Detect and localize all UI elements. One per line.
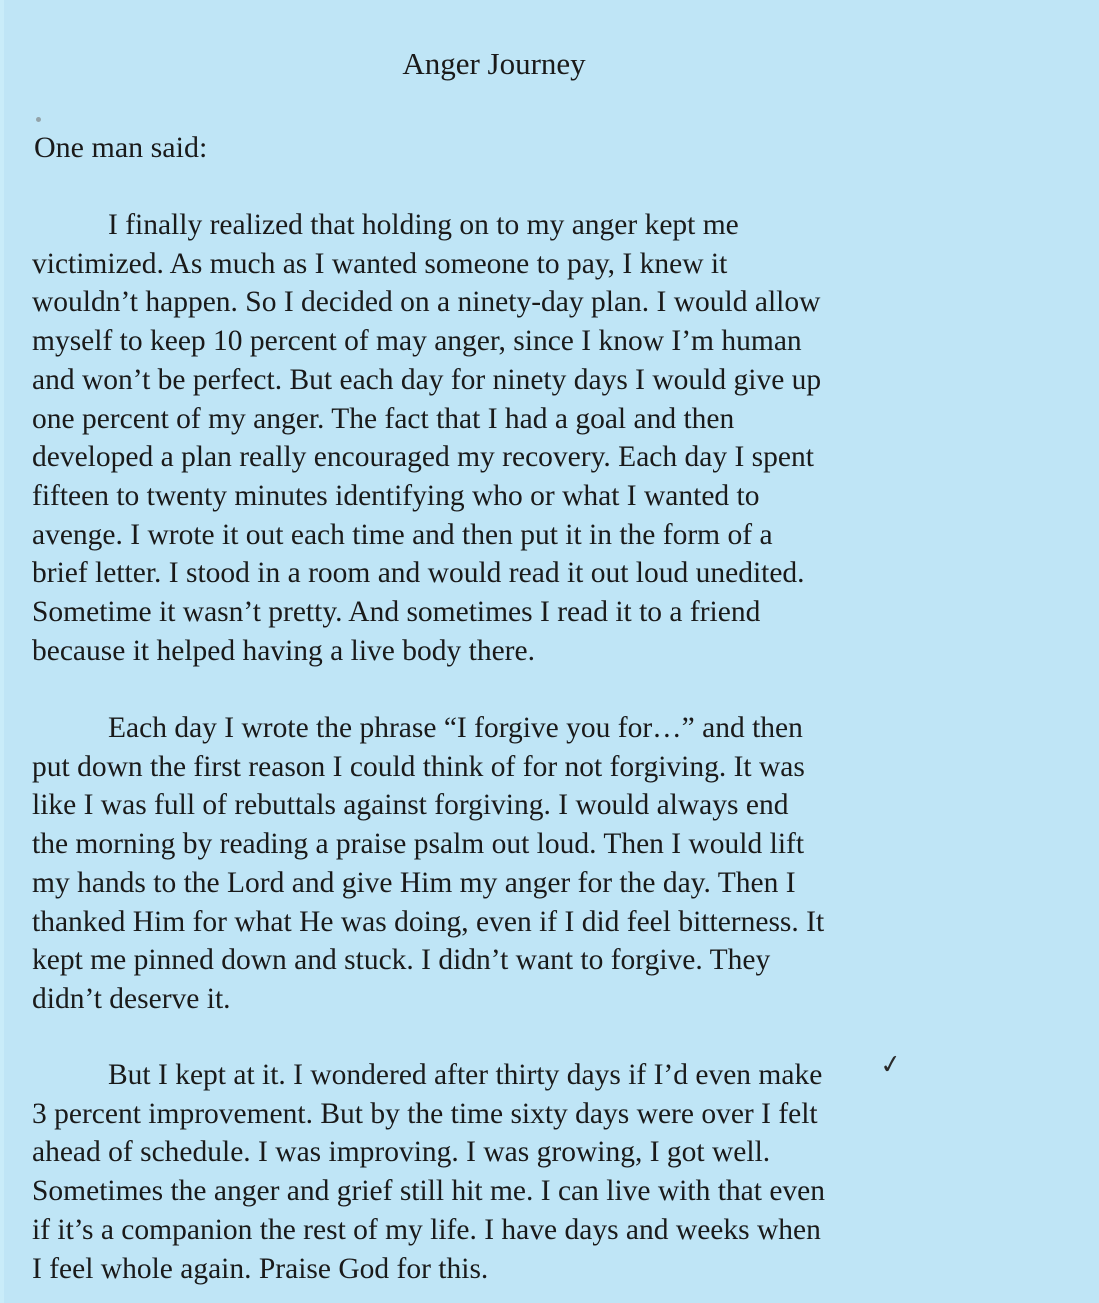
paragraph-line: like I was full of rebuttals against forgiving. I would always end bbox=[32, 789, 789, 822]
paragraph-line: kept me pinned down and stuck. I didn’t want to forgive. They bbox=[32, 944, 771, 977]
paragraph-2 bbox=[32, 709, 1072, 1019]
paragraph-line: victimized. As much as I wanted someone to pay, I knew it bbox=[32, 247, 728, 280]
handwritten-check-mark: ✓ bbox=[878, 1048, 904, 1082]
paragraph-3 bbox=[32, 1056, 1072, 1288]
paragraph-1 bbox=[32, 206, 1072, 670]
paragraph-line: I finally realized that holding on to my anger kept me bbox=[108, 209, 739, 241]
paragraph-line: Sometimes the anger and grief still hit me. I can live with that even bbox=[32, 1175, 825, 1208]
paragraph-line: ahead of schedule. I was improving. I was growing, I got well. bbox=[32, 1136, 771, 1169]
paragraph-line: put down the first reason I could think of for not forgiving. It was bbox=[32, 750, 805, 783]
paragraph-line: 3 percent improvement. But by the time sixty days were over I felt bbox=[32, 1097, 818, 1130]
document-title bbox=[0, 44, 1099, 84]
title-text: Anger Journey bbox=[402, 46, 586, 81]
paragraph-line: brief letter. I stood in a room and would read it out loud unedited. bbox=[32, 557, 805, 590]
paragraph-line: myself to keep 10 percent of may anger, since I know I’m human bbox=[32, 325, 802, 358]
paragraph-line: But I kept at it. I wondered after thirty days if I’d even make bbox=[108, 1059, 823, 1091]
paragraph-line: developed a plan really encouraged my recovery. Each day I spent bbox=[32, 441, 814, 474]
paragraph-line: Sometime it wasn’t pretty. And sometimes I read it to a friend bbox=[32, 596, 761, 629]
paragraph-line: the morning by reading a praise psalm out loud. Then I would lift bbox=[32, 828, 805, 861]
paragraph-line: because it helped having a live body there. bbox=[32, 634, 535, 667]
paragraph-line: Each day I wrote the phrase “I forgive you for…” and then bbox=[108, 712, 803, 744]
lead-line: One man said: bbox=[34, 131, 208, 164]
paragraph-line: my hands to the Lord and give Him my anger for the day. Then I bbox=[32, 866, 796, 899]
paragraph-line: fifteen to twenty minutes identifying who or what I wanted to bbox=[32, 479, 760, 512]
paragraph-line: and won’t be perfect. But each day for ninety days I would give up bbox=[32, 363, 822, 396]
paragraph-line: one percent of my anger. The fact that I had a goal and then bbox=[32, 402, 735, 435]
paragraph-line: wouldn’t happen. So I decided on a ninety-day plan. I would allow bbox=[32, 286, 821, 319]
paragraph-line: thanked Him for what He was doing, even if I did feel bitterness. It bbox=[32, 905, 825, 938]
paragraph-line: didn’t deserve it. bbox=[32, 982, 231, 1015]
paragraph-line: if it’s a companion the rest of my life. I have days and weeks when bbox=[32, 1213, 821, 1246]
ink-speck bbox=[36, 117, 41, 122]
paragraph-line: I feel whole again. Praise God for this. bbox=[32, 1252, 489, 1285]
paragraph-line: avenge. I wrote it out each time and then put it in the form of a bbox=[32, 518, 773, 551]
scan-edge bbox=[0, 0, 4, 1303]
